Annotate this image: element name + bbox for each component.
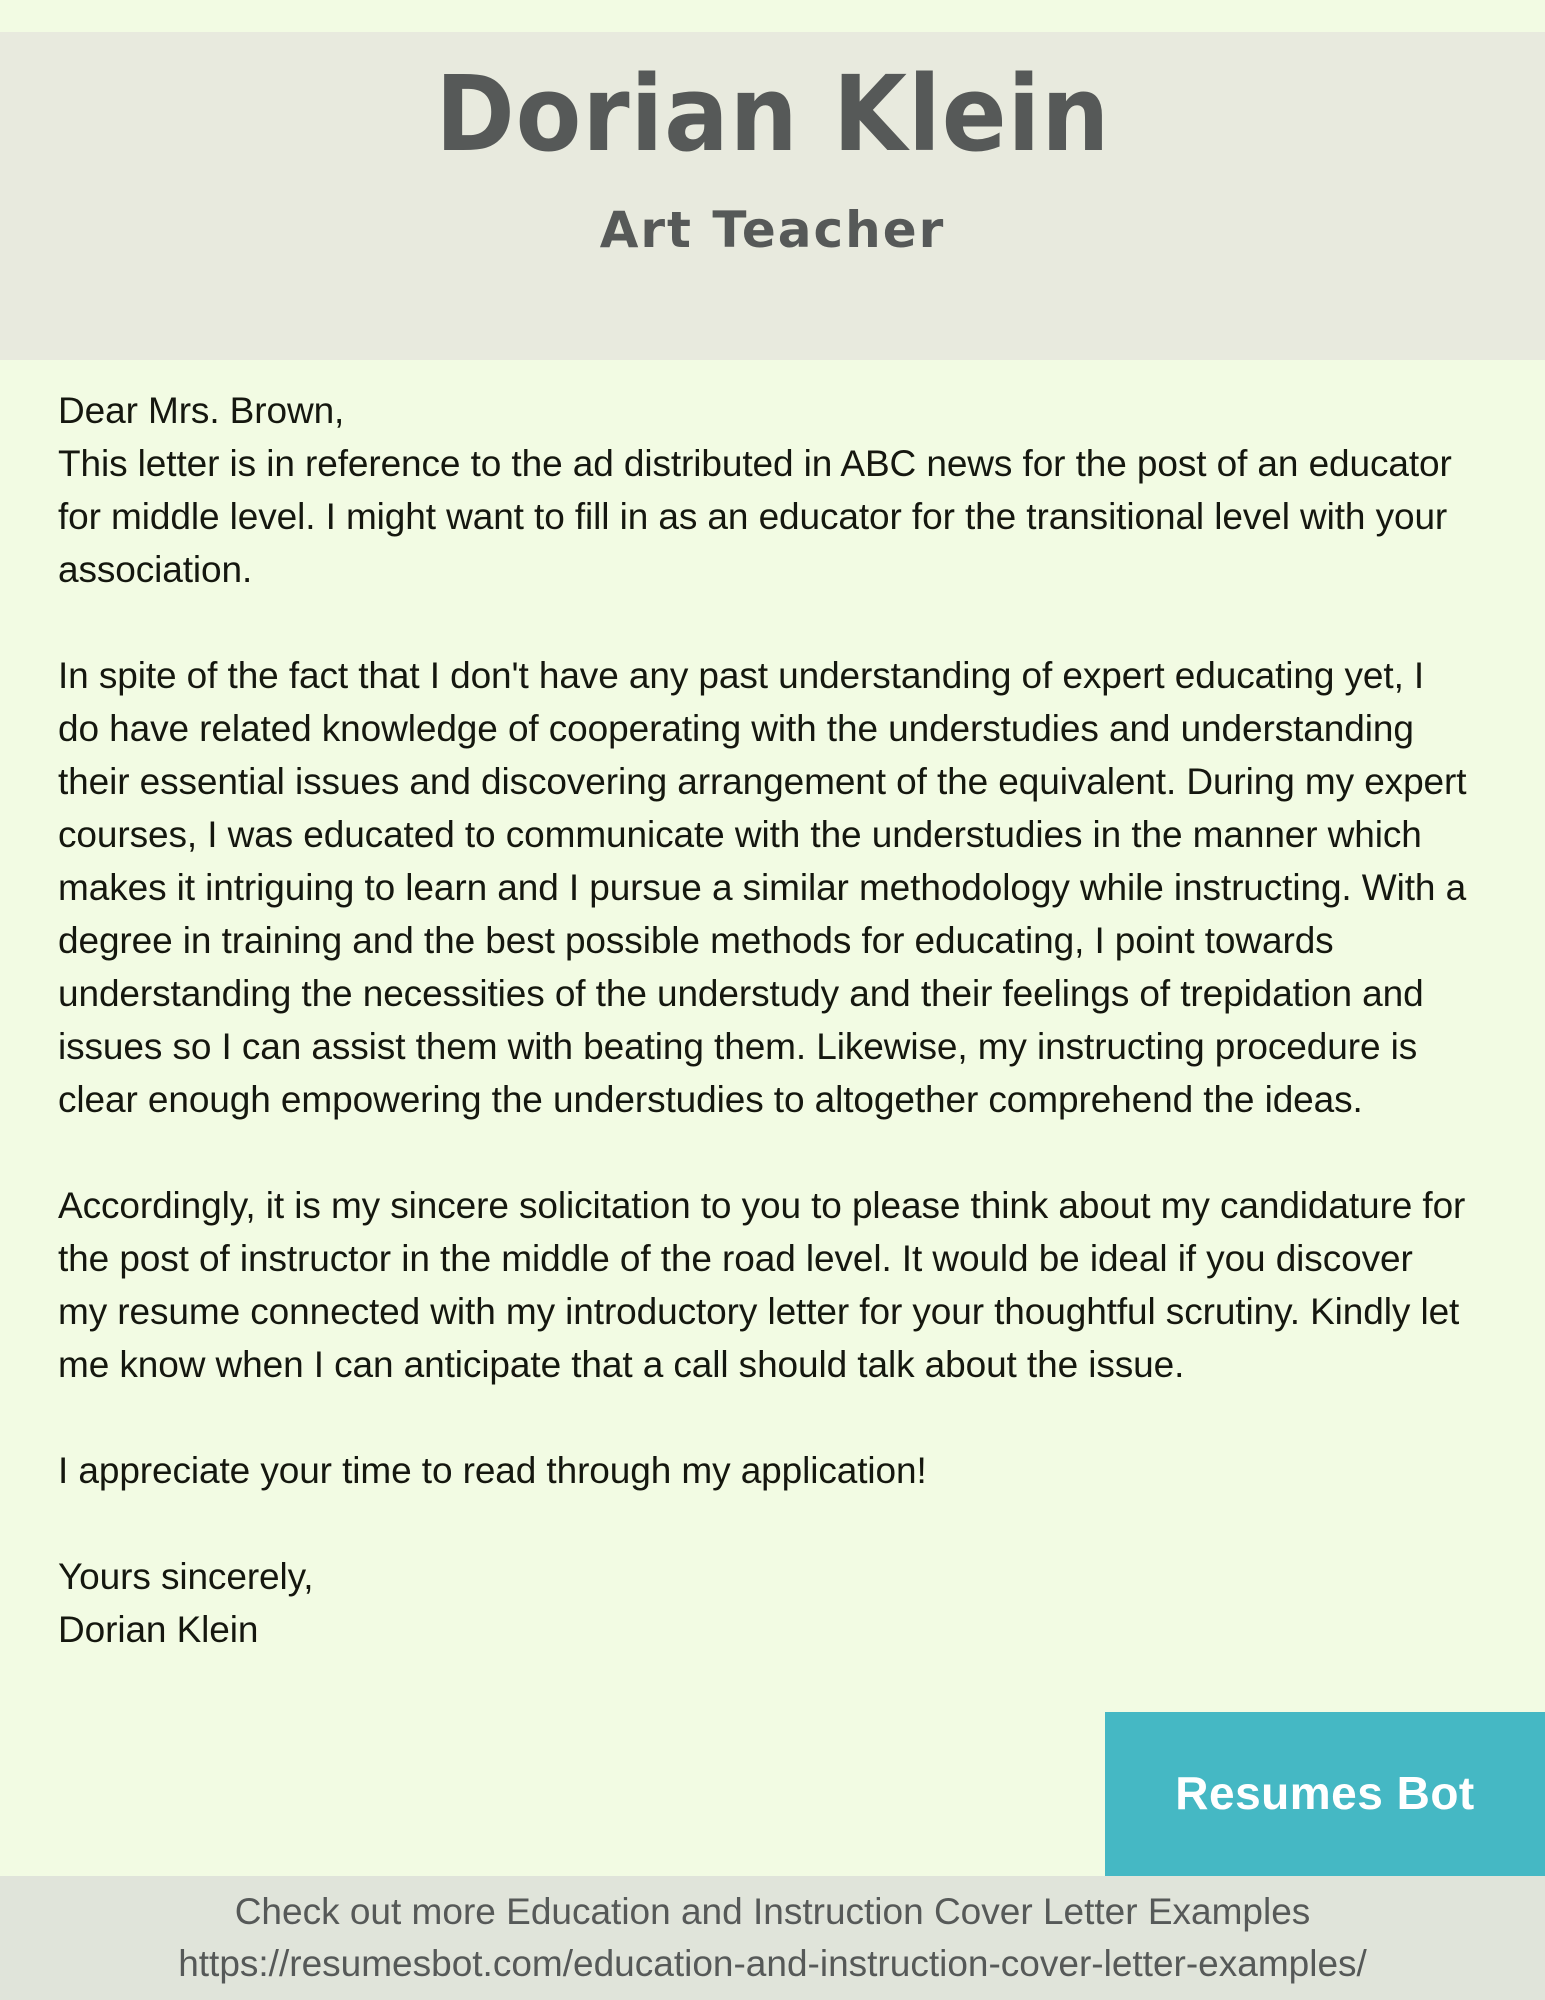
body-paragraph-2: In spite of the fact that I don't have any past understanding of expert educating yet, I do have related knowledge of cooperating with the understudies and understanding their essential issues and discovering arrangement of the equivalent. During my expert courses, I was educated to communicate with the understudies in the manner which makes it intriguing to learn and I pursue a similar methodology while instructing. With a degree in training and the best possible methods for educating, I point towards understanding the necessities of the understudy and their feelings of trepidation and issues so I can assist them with beating them. Likewise, my instructing procedure is clear enough empowering the understudies to altogether comprehend the ideas.: [58, 655, 1467, 1120]
body-paragraph-4: I appreciate your time to read through my application!: [58, 1450, 927, 1491]
footer-url-link[interactable]: https://resumesbot.com/education-and-instruction-cover-letter-examples/: [178, 1943, 1367, 1984]
top-accent-strip: [0, 0, 1545, 32]
letter-body-area: [0, 360, 1545, 1876]
document-footer: [0, 1876, 1545, 2000]
document-header: [0, 32, 1545, 360]
intro-text: This letter is in reference to the ad distributed in ABC news for the post of an educator for middle level. I might want to fill in as an educator for the transitional level with your association.: [58, 443, 1452, 590]
signature-name: Dorian Klein: [58, 1609, 259, 1650]
letter-content: [58, 384, 1470, 1656]
page-title: Dorian Klein: [435, 53, 1110, 175]
footer-cta-text: Check out more Education and Instruction Cover Letter Examples: [234, 1891, 1311, 1932]
body-paragraph-3: Accordingly, it is my sincere solicitation to you to please think about my candidature for the post of instructor in the middle of the road level. It would be ideal if you discover my resume connected with my introductory letter for your thoughtful scrutiny. Kindly let me know when I can anticipate that a call should talk about the issue.: [58, 1185, 1466, 1385]
salutation-line: Dear Mrs. Brown,: [58, 390, 345, 431]
resumes-bot-badge[interactable]: [1105, 1712, 1545, 1876]
closing-line: Yours sincerely,: [58, 1556, 314, 1597]
job-title-subtitle: Art Teacher: [599, 201, 946, 260]
brand-badge-label: Resumes Bot: [1175, 1767, 1475, 1819]
salutation-and-intro-paragraph: [58, 384, 1470, 596]
signoff-block: [58, 1550, 1470, 1656]
